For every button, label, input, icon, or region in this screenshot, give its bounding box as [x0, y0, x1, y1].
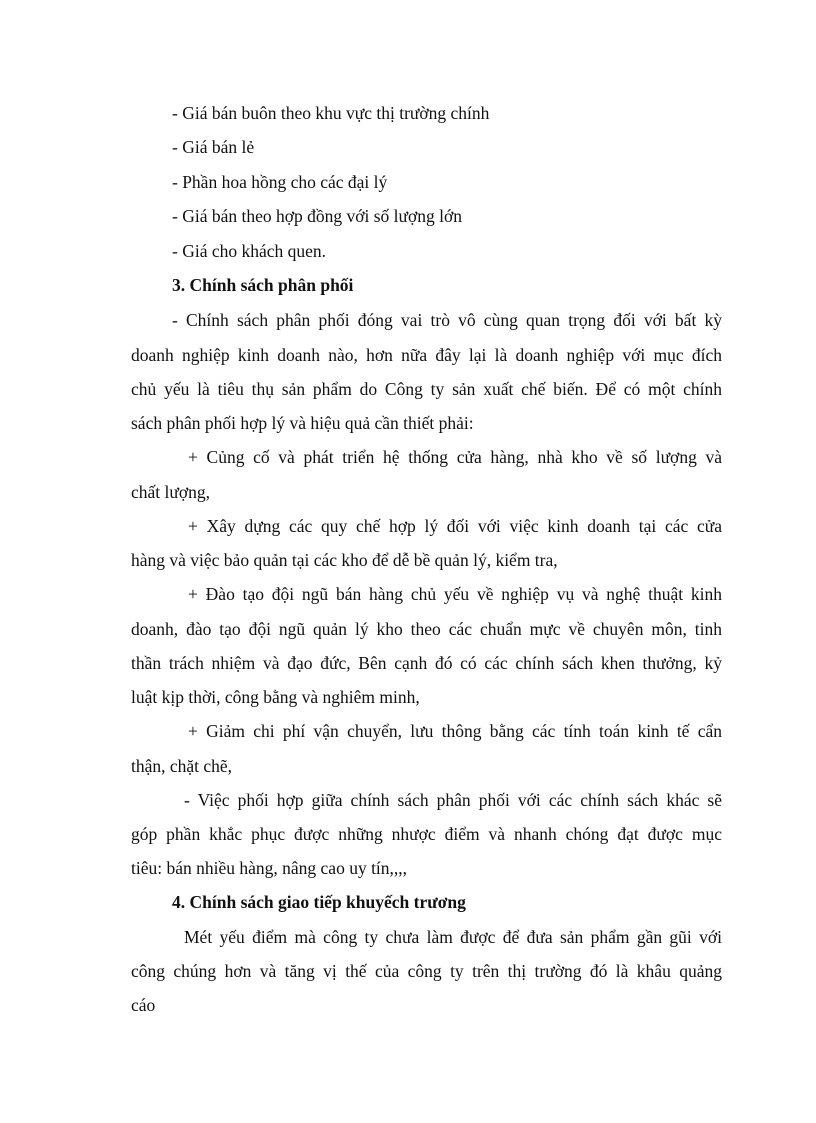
- paragraph-line: doanh nghiệp kinh doanh nào, hơn nữa đây lại là doanh nghiệp với mục đích: [131, 345, 722, 365]
- paragraph-line: góp phần khắc phục được những nhược điểm và nhanh chóng đạt được mục: [131, 824, 722, 844]
- paragraph-line: chủ yếu là tiêu thụ sản phẩm do Công ty sản xuất chế biến. Để có một chính: [131, 379, 722, 399]
- price-list-item: - Giá bán lẻ: [172, 137, 255, 157]
- paragraph-line: doanh, đào tạo đội ngũ quản lý kho theo các chuẩn mực về chuyên môn, tinh: [131, 619, 722, 639]
- paragraph-line: - Việc phối hợp giữa chính sách phân phối với các chính sách khác sẽ: [184, 790, 722, 810]
- paragraph-line: luật kịp thời, công bằng và nghiêm minh,: [131, 687, 420, 707]
- paragraph-line: thận, chặt chẽ,: [131, 756, 233, 776]
- section-3-heading: 3. Chính sách phân phối: [172, 275, 354, 295]
- price-list-item: - Giá bán theo hợp đồng với số lượng lớn: [172, 206, 463, 226]
- section-4-heading: 4. Chính sách giao tiếp khuyếch trương: [172, 892, 466, 912]
- paragraph-line: thần trách nhiệm và đạo đức, Bên cạnh đó có các chính sách khen thưởng, kỷ: [131, 653, 722, 673]
- paragraph-line: công chúng hơn và tăng vị thế của công ty trên thị trường đó là khâu quảng: [131, 961, 722, 981]
- paragraph-line: sách phân phối hợp lý và hiệu quả cần thiết phải:: [131, 413, 474, 433]
- paragraph-line: + Đào tạo đội ngũ bán hàng chủ yếu về nghiệp vụ và nghệ thuật kinh: [188, 584, 722, 604]
- paragraph-line: + Xây dựng các quy chế hợp lý đối với việc kinh doanh tại các cửa: [188, 516, 722, 536]
- paragraph-line: tiêu: bán nhiều hàng, nâng cao uy tín,,,,: [131, 858, 408, 878]
- price-list-item: - Giá bán buôn theo khu vực thị trường chính: [172, 103, 490, 123]
- paragraph-line: - Chính sách phân phối đóng vai trò vô cùng quan trọng đối với bất kỳ: [172, 310, 722, 330]
- paragraph-line: chất lượng,: [131, 482, 210, 502]
- price-list-item: - Giá cho khách quen.: [172, 241, 327, 261]
- paragraph-line: + Giảm chi phí vận chuyển, lưu thông bằng các tính toán kinh tế cẩn: [188, 721, 722, 741]
- price-list-item: - Phần hoa hồng cho các đại lý: [172, 172, 388, 192]
- paragraph-line: hàng và việc bảo quản tại các kho để dễ bề quản lý, kiểm tra,: [131, 550, 558, 570]
- paragraph-line: + Củng cố và phát triển hệ thống cửa hàng, nhà kho về số lượng và: [188, 447, 722, 467]
- paragraph-line: cáo: [131, 995, 156, 1015]
- paragraph-line: Mét yếu điểm mà công ty chưa làm được để đưa sản phẩm gần gũi với: [184, 927, 722, 947]
